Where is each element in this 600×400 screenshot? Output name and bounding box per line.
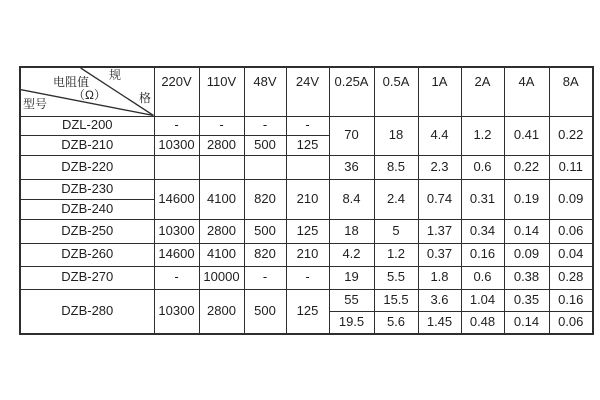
row-dzb-250 xyxy=(20,219,593,243)
value-cell: 125 xyxy=(286,289,329,334)
column-header-8a: 8A xyxy=(549,67,593,116)
value-cell: 0.09 xyxy=(504,243,549,266)
value-cell: 2800 xyxy=(199,219,244,243)
value-cell: 0.28 xyxy=(549,266,593,289)
value-cell: 10300 xyxy=(154,289,199,334)
row-dzb-220 xyxy=(20,155,593,179)
row-dzl-200 xyxy=(20,116,593,135)
corner-label-spec-char-1: 规 xyxy=(109,68,122,82)
value-cell: 820 xyxy=(244,243,286,266)
model-cell: DZB-240 xyxy=(20,199,154,219)
value-cell: 10000 xyxy=(199,266,244,289)
value-cell: 2.3 xyxy=(418,155,461,179)
value-cell: - xyxy=(244,116,286,135)
value-cell: 14600 xyxy=(154,179,199,219)
value-cell: 0.06 xyxy=(549,311,593,334)
value-cell: 0.09 xyxy=(549,179,593,219)
model-cell: DZB-220 xyxy=(20,155,154,179)
model-cell: DZB-250 xyxy=(20,219,154,243)
value-cell: 125 xyxy=(286,135,329,155)
value-cell: 15.5 xyxy=(374,289,418,311)
value-cell: 2800 xyxy=(199,135,244,155)
corner-label-resistance: 电阻值 xyxy=(53,75,90,89)
value-cell: - xyxy=(244,266,286,289)
value-cell: 19 xyxy=(329,266,374,289)
value-cell: 14600 xyxy=(154,243,199,266)
value-cell: 500 xyxy=(244,135,286,155)
row-dzb-230 xyxy=(20,179,593,199)
value-cell: 1.45 xyxy=(418,311,461,334)
value-cell-empty xyxy=(286,155,329,179)
value-cell: 0.31 xyxy=(461,179,504,219)
value-cell: 0.48 xyxy=(461,311,504,334)
value-cell: 0.38 xyxy=(504,266,549,289)
value-cell: 8.4 xyxy=(329,179,374,219)
value-cell: - xyxy=(286,116,329,135)
value-cell: 5.6 xyxy=(374,311,418,334)
value-cell: 0.14 xyxy=(504,219,549,243)
value-cell: 0.34 xyxy=(461,219,504,243)
value-cell: 5.5 xyxy=(374,266,418,289)
value-cell: 0.04 xyxy=(549,243,593,266)
value-cell: 1.2 xyxy=(461,116,504,155)
column-header-1a: 1A xyxy=(418,67,461,116)
value-cell: 18 xyxy=(374,116,418,155)
value-cell: 55 xyxy=(329,289,374,311)
column-header-0-5a: 0.5A xyxy=(374,67,418,116)
model-cell: DZB-230 xyxy=(20,179,154,199)
model-cell: DZB-210 xyxy=(20,135,154,155)
value-cell: 4.2 xyxy=(329,243,374,266)
value-cell: 0.11 xyxy=(549,155,593,179)
model-cell: DZL-200 xyxy=(20,116,154,135)
value-cell: 500 xyxy=(244,289,286,334)
value-cell: 0.16 xyxy=(549,289,593,311)
corner-header-cell xyxy=(20,67,154,116)
value-cell: 0.16 xyxy=(461,243,504,266)
value-cell: 0.6 xyxy=(461,266,504,289)
row-dzb-260 xyxy=(20,243,593,266)
value-cell: - xyxy=(154,266,199,289)
column-header-48v: 48V xyxy=(244,67,286,116)
value-cell: 0.19 xyxy=(504,179,549,219)
value-cell: 8.5 xyxy=(374,155,418,179)
value-cell: 36 xyxy=(329,155,374,179)
column-header-2a: 2A xyxy=(461,67,504,116)
column-header-220v: 220V xyxy=(154,67,199,116)
value-cell: 0.22 xyxy=(504,155,549,179)
corner-label-model: 型号 xyxy=(23,97,48,111)
value-cell: 5 xyxy=(374,219,418,243)
column-header-24v: 24V xyxy=(286,67,329,116)
model-cell: DZB-270 xyxy=(20,266,154,289)
value-cell-empty xyxy=(199,155,244,179)
value-cell: - xyxy=(199,116,244,135)
column-header-0-25a: 0.25A xyxy=(329,67,374,116)
value-cell: 0.6 xyxy=(461,155,504,179)
value-cell: 4100 xyxy=(199,179,244,219)
value-cell: 0.06 xyxy=(549,219,593,243)
value-cell: 3.6 xyxy=(418,289,461,311)
corner-label-spec-char-2: 格 xyxy=(139,91,152,105)
value-cell: 500 xyxy=(244,219,286,243)
value-cell: 70 xyxy=(329,116,374,155)
value-cell: 1.37 xyxy=(418,219,461,243)
row-dzb-280 xyxy=(20,289,593,311)
value-cell: 19.5 xyxy=(329,311,374,334)
model-cell: DZB-260 xyxy=(20,243,154,266)
value-cell: 1.04 xyxy=(461,289,504,311)
value-cell: 10300 xyxy=(154,219,199,243)
value-cell: 0.37 xyxy=(418,243,461,266)
value-cell: 0.22 xyxy=(549,116,593,155)
resistance-spec-table xyxy=(19,66,594,335)
value-cell: 4.4 xyxy=(418,116,461,155)
value-cell: - xyxy=(154,116,199,135)
value-cell: 0.14 xyxy=(504,311,549,334)
value-cell: 125 xyxy=(286,219,329,243)
value-cell: 210 xyxy=(286,179,329,219)
value-cell: 18 xyxy=(329,219,374,243)
corner-label-resistance-unit: （Ω） xyxy=(73,88,106,102)
value-cell: - xyxy=(286,266,329,289)
column-header-110v: 110V xyxy=(199,67,244,116)
value-cell: 0.74 xyxy=(418,179,461,219)
value-cell-empty xyxy=(244,155,286,179)
value-cell: 2800 xyxy=(199,289,244,334)
value-cell-empty xyxy=(154,155,199,179)
value-cell: 1.8 xyxy=(418,266,461,289)
value-cell: 10300 xyxy=(154,135,199,155)
value-cell: 4100 xyxy=(199,243,244,266)
value-cell: 820 xyxy=(244,179,286,219)
column-header-4a: 4A xyxy=(504,67,549,116)
value-cell: 0.35 xyxy=(504,289,549,311)
value-cell: 0.41 xyxy=(504,116,549,155)
value-cell: 1.2 xyxy=(374,243,418,266)
model-cell: DZB-280 xyxy=(20,289,154,334)
row-dzb-270 xyxy=(20,266,593,289)
header-row xyxy=(20,67,593,116)
value-cell: 2.4 xyxy=(374,179,418,219)
value-cell: 210 xyxy=(286,243,329,266)
